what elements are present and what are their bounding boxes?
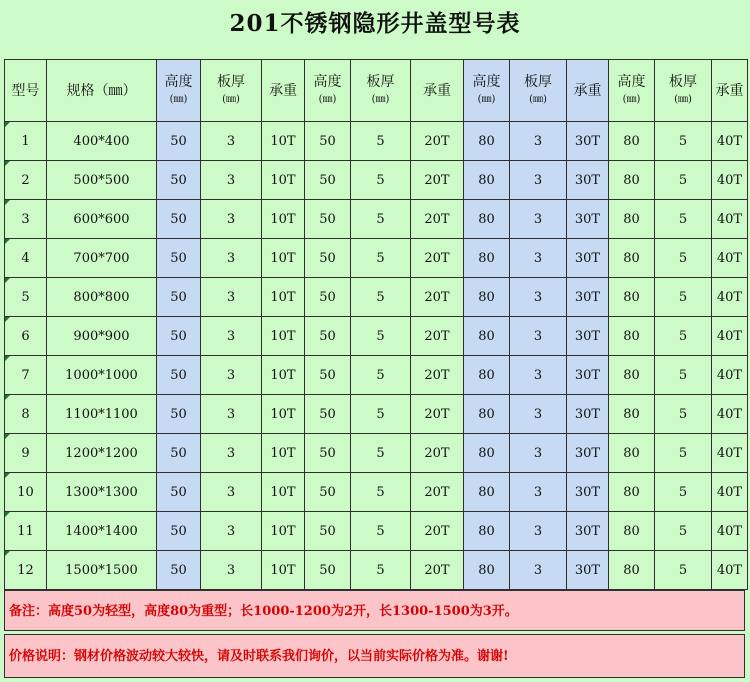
cell-spec: 800*800 <box>47 278 157 317</box>
cell-thickness: 5 <box>655 317 712 356</box>
cell-model: 6 <box>5 317 47 356</box>
table-row <box>5 551 748 590</box>
header-thickness <box>510 60 567 122</box>
header-height-unit: (㎜) <box>169 93 188 105</box>
table-row <box>5 434 748 473</box>
cell-thickness: 3 <box>510 512 567 551</box>
cell-thickness: 3 <box>201 434 262 473</box>
remark-note: 备注：高度50为轻型，高度80为重型；长1000-1200为2开，长1300-1500为3开。 <box>4 590 745 631</box>
cell-height: 80 <box>609 317 655 356</box>
cell-load: 20T <box>411 239 464 278</box>
cell-load: 30T <box>567 122 609 161</box>
cell-load: 10T <box>262 434 305 473</box>
cell-thickness: 3 <box>201 473 262 512</box>
cell-height: 50 <box>157 278 201 317</box>
header-height-label: 高度 <box>164 73 193 90</box>
cell-load: 10T <box>262 239 305 278</box>
cell-load: 40T <box>712 278 748 317</box>
cell-load: 10T <box>262 278 305 317</box>
cell-height: 50 <box>305 356 351 395</box>
cell-model: 3 <box>5 200 47 239</box>
cell-height: 50 <box>157 551 201 590</box>
cell-height: 80 <box>464 161 510 200</box>
cell-model: 2 <box>5 161 47 200</box>
cell-thickness: 5 <box>655 239 712 278</box>
cell-spec: 1500*1500 <box>47 551 157 590</box>
cell-load: 30T <box>567 473 609 512</box>
cell-load: 10T <box>262 512 305 551</box>
cell-load: 40T <box>712 161 748 200</box>
cell-height: 80 <box>464 434 510 473</box>
cell-load: 30T <box>567 551 609 590</box>
cell-height: 80 <box>609 473 655 512</box>
cell-load: 20T <box>411 122 464 161</box>
model-spec-table <box>4 59 748 590</box>
cell-height: 50 <box>157 356 201 395</box>
header-load: 承重 <box>567 60 609 122</box>
cell-height: 80 <box>609 356 655 395</box>
cell-thickness: 3 <box>201 551 262 590</box>
cell-height: 50 <box>157 512 201 551</box>
cell-height: 80 <box>609 434 655 473</box>
cell-thickness: 3 <box>510 317 567 356</box>
cell-thickness: 5 <box>351 317 411 356</box>
header-height-unit: (㎜) <box>318 93 337 105</box>
cell-spec: 1300*1300 <box>47 473 157 512</box>
table-row <box>5 512 748 551</box>
cell-load: 10T <box>262 200 305 239</box>
cell-thickness: 3 <box>201 278 262 317</box>
header-height <box>305 60 351 122</box>
page-title: 201不锈钢隐形井盖型号表 <box>229 10 521 37</box>
cell-load: 20T <box>411 356 464 395</box>
header-thickness-label: 板厚 <box>669 73 697 90</box>
header-thickness-unit: (㎜) <box>529 93 547 105</box>
cell-load: 40T <box>712 200 748 239</box>
header-height-unit: (㎜) <box>477 93 496 105</box>
cell-thickness: 5 <box>655 161 712 200</box>
cell-model: 7 <box>5 356 47 395</box>
cell-load: 40T <box>712 551 748 590</box>
cell-load: 40T <box>712 512 748 551</box>
table-row <box>5 356 748 395</box>
cell-load: 10T <box>262 317 305 356</box>
table-row <box>5 317 748 356</box>
cell-thickness: 5 <box>351 278 411 317</box>
cell-thickness: 3 <box>510 356 567 395</box>
cell-load: 40T <box>712 239 748 278</box>
cell-model: 1 <box>5 122 47 161</box>
cell-thickness: 3 <box>201 512 262 551</box>
cell-thickness: 3 <box>510 395 567 434</box>
cell-load: 30T <box>567 200 609 239</box>
cell-height: 80 <box>464 317 510 356</box>
cell-thickness: 3 <box>510 473 567 512</box>
header-height <box>609 60 655 122</box>
cell-height: 50 <box>157 473 201 512</box>
cell-height: 80 <box>609 200 655 239</box>
cell-load: 20T <box>411 278 464 317</box>
cell-load: 20T <box>411 395 464 434</box>
cell-thickness: 5 <box>351 122 411 161</box>
cell-thickness: 5 <box>655 512 712 551</box>
cell-thickness: 5 <box>655 200 712 239</box>
cell-thickness: 5 <box>351 239 411 278</box>
cell-model: 10 <box>5 473 47 512</box>
header-height-label: 高度 <box>313 73 342 90</box>
cell-height: 50 <box>157 161 201 200</box>
cell-load: 30T <box>567 434 609 473</box>
header-spec: 规格（㎜） <box>47 60 157 122</box>
table-row <box>5 161 748 200</box>
cell-load: 20T <box>411 161 464 200</box>
cell-thickness: 3 <box>201 395 262 434</box>
header-height <box>157 60 201 122</box>
cell-load: 30T <box>567 512 609 551</box>
cell-height: 50 <box>305 551 351 590</box>
cell-height: 50 <box>157 239 201 278</box>
cell-load: 20T <box>411 512 464 551</box>
cell-thickness: 5 <box>655 434 712 473</box>
table-row <box>5 239 748 278</box>
cell-load: 10T <box>262 473 305 512</box>
header-height <box>464 60 510 122</box>
cell-height: 50 <box>305 161 351 200</box>
cell-spec: 400*400 <box>47 122 157 161</box>
cell-spec: 700*700 <box>47 239 157 278</box>
header-thickness <box>201 60 262 122</box>
cell-load: 10T <box>262 395 305 434</box>
cell-load: 40T <box>712 434 748 473</box>
cell-thickness: 3 <box>201 356 262 395</box>
cell-load: 40T <box>712 473 748 512</box>
header-load: 承重 <box>411 60 464 122</box>
cell-load: 10T <box>262 122 305 161</box>
cell-load: 10T <box>262 551 305 590</box>
cell-load: 30T <box>567 239 609 278</box>
cell-height: 50 <box>157 317 201 356</box>
cell-load: 20T <box>411 317 464 356</box>
cell-height: 80 <box>464 551 510 590</box>
cell-height: 50 <box>305 122 351 161</box>
cell-height: 80 <box>609 395 655 434</box>
cell-thickness: 5 <box>655 473 712 512</box>
cell-thickness: 3 <box>510 551 567 590</box>
cell-load: 40T <box>712 395 748 434</box>
cell-thickness: 3 <box>201 161 262 200</box>
cell-height: 80 <box>464 278 510 317</box>
cell-thickness: 5 <box>351 473 411 512</box>
cell-spec: 1400*1400 <box>47 512 157 551</box>
cell-height: 50 <box>157 122 201 161</box>
header-load: 承重 <box>712 60 748 122</box>
cell-thickness: 5 <box>655 356 712 395</box>
cell-thickness: 3 <box>510 434 567 473</box>
cell-thickness: 3 <box>510 239 567 278</box>
header-thickness-label: 板厚 <box>217 73 245 90</box>
cell-model: 8 <box>5 395 47 434</box>
cell-thickness: 5 <box>351 551 411 590</box>
cell-height: 80 <box>464 512 510 551</box>
cell-thickness: 5 <box>655 278 712 317</box>
cell-thickness: 3 <box>510 122 567 161</box>
cell-thickness: 3 <box>510 278 567 317</box>
cell-spec: 900*900 <box>47 317 157 356</box>
price-note: 价格说明：钢材价格波动较大较快，请及时联系我们询价，以当前实际价格为准。谢谢! <box>4 634 745 678</box>
cell-height: 50 <box>305 200 351 239</box>
header-model: 型号 <box>5 60 47 122</box>
cell-model: 9 <box>5 434 47 473</box>
cell-height: 50 <box>305 473 351 512</box>
cell-height: 50 <box>157 395 201 434</box>
cell-height: 80 <box>464 239 510 278</box>
cell-load: 20T <box>411 200 464 239</box>
header-thickness <box>655 60 712 122</box>
cell-height: 50 <box>305 317 351 356</box>
cell-load: 30T <box>567 395 609 434</box>
cell-spec: 1000*1000 <box>47 356 157 395</box>
header-height-label: 高度 <box>617 73 646 90</box>
cell-load: 30T <box>567 278 609 317</box>
cell-thickness: 5 <box>351 161 411 200</box>
cell-height: 50 <box>157 434 201 473</box>
cell-thickness: 3 <box>201 239 262 278</box>
cell-height: 50 <box>305 395 351 434</box>
cell-thickness: 5 <box>351 356 411 395</box>
cell-height: 80 <box>609 161 655 200</box>
cell-spec: 500*500 <box>47 161 157 200</box>
cell-thickness: 3 <box>201 317 262 356</box>
cell-height: 50 <box>305 239 351 278</box>
table-body <box>5 122 748 590</box>
cell-thickness: 5 <box>351 395 411 434</box>
header-thickness-label: 板厚 <box>366 73 395 90</box>
table-row <box>5 473 748 512</box>
cell-model: 11 <box>5 512 47 551</box>
cell-thickness: 3 <box>201 200 262 239</box>
cell-load: 30T <box>567 356 609 395</box>
cell-thickness: 5 <box>655 395 712 434</box>
cell-model: 4 <box>5 239 47 278</box>
cell-height: 80 <box>609 122 655 161</box>
cell-thickness: 5 <box>351 512 411 551</box>
cell-height: 80 <box>609 278 655 317</box>
cell-thickness: 5 <box>351 200 411 239</box>
cell-height: 80 <box>464 473 510 512</box>
cell-height: 80 <box>464 356 510 395</box>
cell-model: 12 <box>5 551 47 590</box>
cell-load: 20T <box>411 434 464 473</box>
header-thickness <box>351 60 411 122</box>
table-row <box>5 122 748 161</box>
cell-height: 50 <box>305 434 351 473</box>
cell-load: 30T <box>567 161 609 200</box>
table-row <box>5 395 748 434</box>
cell-load: 20T <box>411 473 464 512</box>
cell-model: 5 <box>5 278 47 317</box>
cell-height: 80 <box>464 395 510 434</box>
cell-spec: 600*600 <box>47 200 157 239</box>
cell-thickness: 5 <box>655 122 712 161</box>
cell-thickness: 3 <box>510 161 567 200</box>
cell-load: 40T <box>712 356 748 395</box>
cell-height: 80 <box>609 239 655 278</box>
cell-height: 80 <box>464 122 510 161</box>
header-thickness-unit: (㎜) <box>222 93 240 105</box>
table-row <box>5 200 748 239</box>
header-thickness-unit: (㎜) <box>674 93 692 105</box>
cell-load: 10T <box>262 161 305 200</box>
header-thickness-label: 板厚 <box>524 73 552 90</box>
header-thickness-unit: (㎜) <box>371 93 390 105</box>
cell-height: 80 <box>609 551 655 590</box>
cell-load: 10T <box>262 356 305 395</box>
cell-height: 50 <box>157 200 201 239</box>
cell-height: 80 <box>464 200 510 239</box>
cell-height: 50 <box>305 278 351 317</box>
cell-spec: 1200*1200 <box>47 434 157 473</box>
cell-thickness: 3 <box>510 200 567 239</box>
table-header-row <box>5 60 748 122</box>
header-height-label: 高度 <box>472 73 501 90</box>
header-load: 承重 <box>262 60 305 122</box>
header-height-unit: (㎜) <box>622 93 641 105</box>
cell-load: 20T <box>411 551 464 590</box>
cell-load: 40T <box>712 317 748 356</box>
cell-load: 40T <box>712 122 748 161</box>
cell-thickness: 5 <box>351 434 411 473</box>
cell-thickness: 3 <box>201 122 262 161</box>
table-row <box>5 278 748 317</box>
cell-spec: 1100*1100 <box>47 395 157 434</box>
cell-height: 80 <box>609 512 655 551</box>
cell-height: 50 <box>305 512 351 551</box>
cell-thickness: 5 <box>655 551 712 590</box>
cell-load: 30T <box>567 317 609 356</box>
